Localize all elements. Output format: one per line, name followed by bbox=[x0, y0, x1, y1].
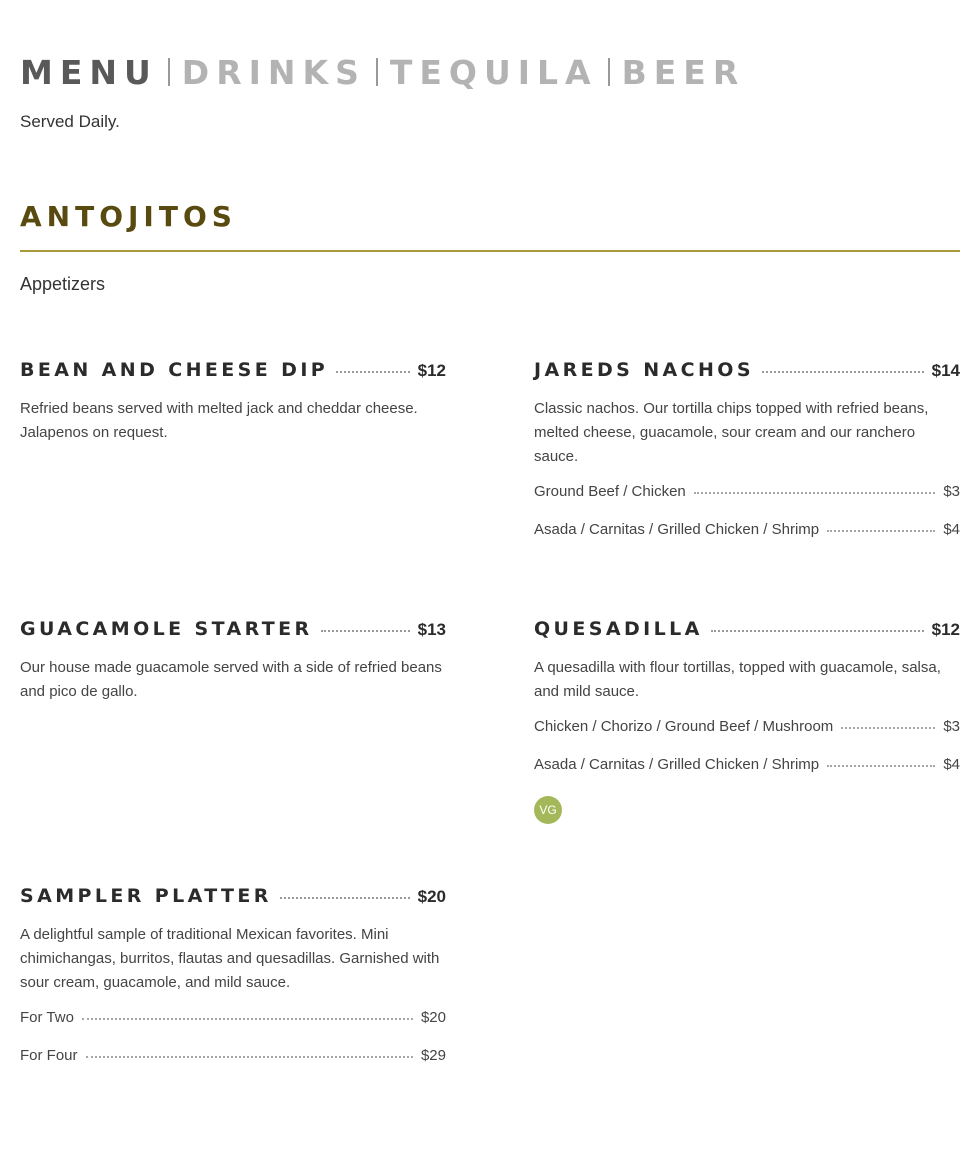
item-option bbox=[20, 1009, 446, 1033]
dot-leader bbox=[694, 492, 936, 494]
item-price: $20 bbox=[417, 887, 446, 906]
dot-leader bbox=[827, 530, 935, 532]
dot-leader bbox=[321, 630, 410, 632]
item-price: $13 bbox=[417, 620, 446, 639]
option-price: $4 bbox=[943, 756, 960, 773]
item-name: BEAN AND CHEESE DIP bbox=[20, 359, 329, 381]
tab-divider bbox=[608, 58, 610, 86]
item-header bbox=[20, 885, 446, 913]
item-option bbox=[534, 483, 960, 507]
dot-leader bbox=[82, 1018, 413, 1020]
tab-menu[interactable]: MENU bbox=[20, 52, 158, 92]
tab-drinks[interactable]: DRINKS bbox=[181, 52, 366, 92]
menu-nav bbox=[20, 48, 745, 96]
section-title: ANTOJITOS bbox=[20, 200, 237, 233]
menu-item bbox=[20, 359, 446, 445]
dot-leader bbox=[336, 371, 410, 373]
item-name: SAMPLER PLATTER bbox=[20, 885, 272, 907]
item-description: A delightful sample of traditional Mexican favorites. Mini chimichangas, burritos, flautas and quesadillas. Garnished with sour cream, guacamole, and mild sauce. bbox=[20, 926, 440, 991]
item-price: $12 bbox=[417, 361, 446, 380]
item-name: QUESADILLA bbox=[534, 618, 703, 640]
option-price: $3 bbox=[943, 483, 960, 500]
option-price: $20 bbox=[420, 1009, 446, 1026]
menu-item bbox=[534, 359, 960, 545]
section-divider bbox=[20, 250, 960, 252]
item-name: JAREDS NACHOS bbox=[534, 359, 754, 381]
menu-item bbox=[20, 885, 446, 1071]
option-name: Asada / Carnitas / Grilled Chicken / Shrimp bbox=[534, 756, 820, 773]
dot-leader bbox=[827, 765, 935, 767]
dot-leader bbox=[86, 1056, 413, 1058]
item-option bbox=[20, 1047, 446, 1071]
item-option bbox=[534, 756, 960, 780]
dot-leader bbox=[841, 727, 935, 729]
tab-tequila[interactable]: TEQUILA bbox=[389, 52, 598, 92]
item-description: Refried beans served with melted jack and cheddar cheese. Jalapenos on request. bbox=[20, 400, 418, 441]
option-price: $4 bbox=[943, 521, 960, 538]
option-name: For Two bbox=[20, 1009, 74, 1026]
item-option bbox=[534, 521, 960, 545]
item-header bbox=[534, 359, 960, 387]
dot-leader bbox=[762, 371, 924, 373]
option-name: For Four bbox=[20, 1047, 78, 1064]
option-name: Asada / Carnitas / Grilled Chicken / Shrimp bbox=[534, 521, 820, 538]
served-note: Served Daily. bbox=[20, 112, 120, 131]
item-description: Classic nachos. Our tortilla chips topped with refried beans, melted cheese, guacamole, sour cream and our ranchero sauce. bbox=[534, 400, 929, 465]
section-subtitle: Appetizers bbox=[20, 274, 106, 294]
option-price: $29 bbox=[420, 1047, 446, 1064]
dot-leader bbox=[711, 630, 924, 632]
item-price: $14 bbox=[931, 361, 960, 380]
menu-item bbox=[534, 618, 960, 824]
item-option bbox=[534, 718, 960, 742]
tab-divider bbox=[376, 58, 378, 86]
tab-beer[interactable]: BEER bbox=[621, 52, 746, 92]
item-header bbox=[20, 359, 446, 387]
item-header bbox=[534, 618, 960, 646]
item-name: GUACAMOLE STARTER bbox=[20, 618, 313, 640]
item-description: Our house made guacamole served with a side of refried beans and pico de gallo. bbox=[20, 659, 442, 700]
dot-leader bbox=[280, 897, 410, 899]
item-description: A quesadilla with flour tortillas, topped with guacamole, salsa, and mild sauce. bbox=[534, 659, 941, 700]
vegetarian-badge: VG bbox=[534, 796, 562, 824]
item-header bbox=[20, 618, 446, 646]
tab-divider bbox=[168, 58, 170, 86]
menu-item bbox=[20, 618, 446, 704]
option-price: $3 bbox=[943, 718, 960, 735]
item-price: $12 bbox=[931, 620, 960, 639]
option-name: Ground Beef / Chicken bbox=[534, 483, 686, 500]
option-name: Chicken / Chorizo / Ground Beef / Mushroom bbox=[534, 718, 834, 735]
